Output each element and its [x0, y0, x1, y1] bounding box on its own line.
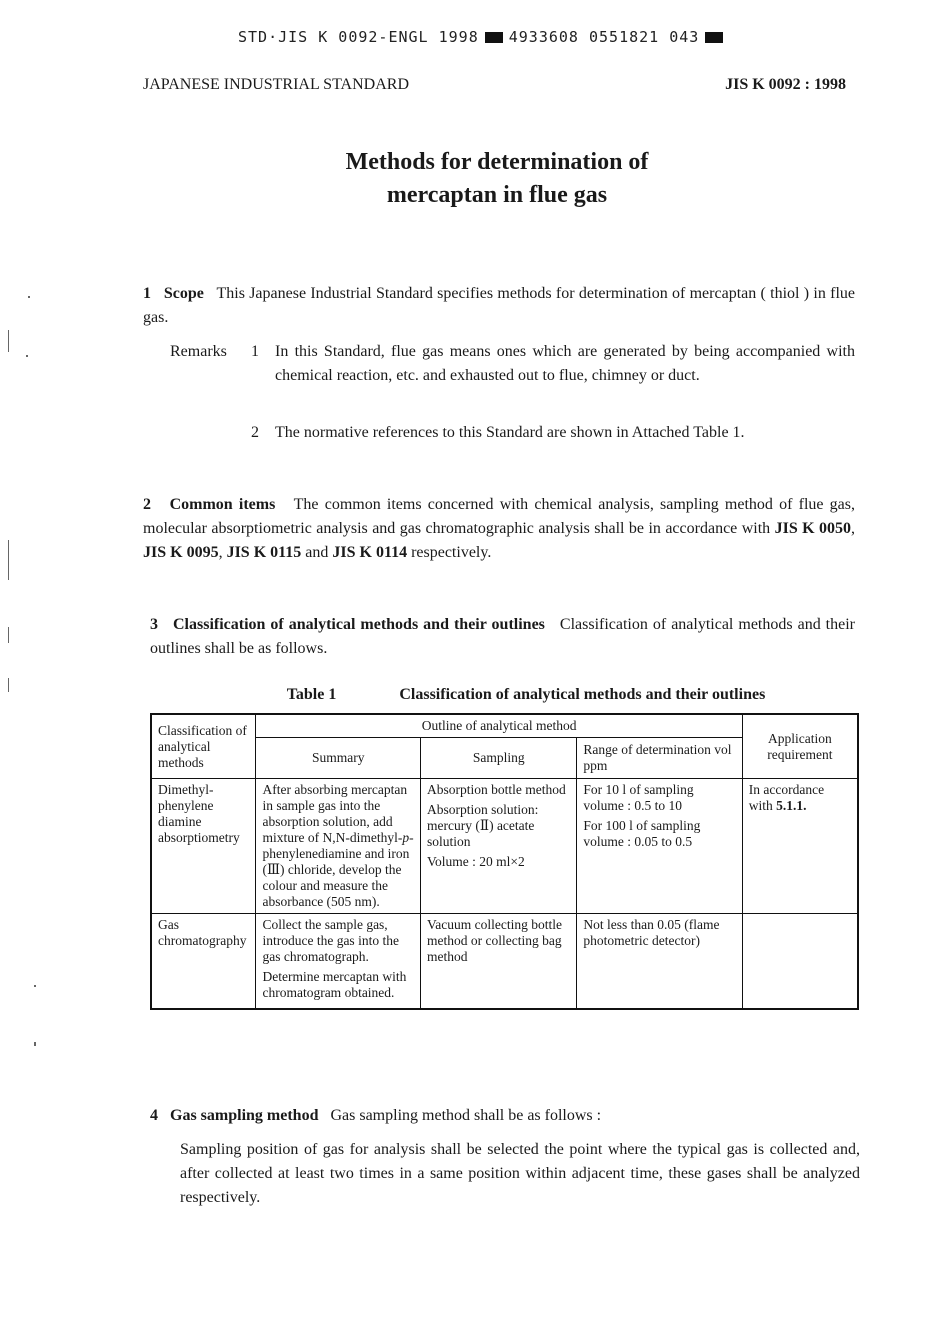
section-1-text: This Japanese Industrial Standard specifies methods for determination of mercaptan ( thiol ) in flue gas. — [143, 285, 856, 326]
stamp-block-mark — [485, 32, 503, 43]
document-title — [0, 146, 950, 212]
header-application: Application requirement — [742, 714, 858, 779]
summary-part-b: -phenylenediamine and iron (Ⅲ) chloride, develop the colour and measure the absorbance (505 nm). — [262, 830, 414, 909]
scan-speck — [8, 540, 9, 580]
header-summary: Summary — [256, 738, 421, 779]
scan-speck — [28, 296, 30, 298]
sampling-line: Volume : 20 ml×2 — [427, 854, 525, 869]
section-4-body — [150, 1138, 860, 1210]
section-2-and: and — [305, 544, 329, 561]
table-1-caption-title: Classification of analytical methods and their outlines — [399, 686, 766, 703]
scan-speck — [26, 355, 28, 357]
sampling-line: Absorption solution: mercury (Ⅱ) acetate solution — [427, 802, 539, 849]
table-row — [151, 914, 858, 1010]
cell-classification: Gas chromatography — [151, 914, 256, 1010]
header-standard-number: JIS K 0092 : 1998 — [725, 76, 846, 93]
stamp-right-text: 4933608 0551821 043 — [508, 28, 700, 46]
header-range: Range of determination vol ppm — [577, 738, 742, 779]
scan-speck — [34, 1042, 36, 1046]
section-1-number: 1 — [143, 285, 151, 302]
section-2-number: 2 — [143, 496, 151, 513]
cell-range — [577, 779, 742, 914]
section-4-gas-sampling — [150, 1104, 855, 1128]
section-3-number: 3 — [150, 616, 158, 633]
section-3-classification — [150, 613, 855, 661]
summary-line: Determine mercaptan with chromatogram obtained. — [262, 969, 407, 1000]
table-1-caption-number: Table 1 — [286, 686, 337, 703]
remark-2 — [170, 421, 855, 445]
application-ref: 5.1.1. — [776, 798, 807, 813]
table-1-caption — [0, 686, 950, 704]
stamp-left-text: STD·JIS K 0092-ENGL 1998 — [238, 28, 479, 46]
header-sampling: Sampling — [421, 738, 577, 779]
cell-application — [742, 914, 858, 1010]
section-4-body-text: Sampling position of gas for analysis shall be selected the point where the typical gas is collected and, after collected at least two times in a same position within adjacent time, these gases shall be analyzed respectively. — [180, 1141, 860, 1206]
cell-range: Not less than 0.05 (flame photometric detector) — [577, 914, 742, 1010]
remark-2-number: 2 — [251, 424, 259, 441]
table-header-row — [151, 714, 858, 738]
range-line: For 100 l of sampling volume : 0.05 to 0.5 — [583, 818, 701, 849]
cell-summary — [256, 914, 421, 1010]
scan-speck — [8, 627, 9, 643]
section-3-heading: Classification of analytical methods and their outlines — [172, 616, 545, 633]
section-1-heading: Scope — [163, 285, 204, 302]
section-4-heading: Gas sampling method — [170, 1107, 319, 1124]
section-4-text: Gas sampling method shall be as follows : — [330, 1107, 602, 1124]
section-2-common-items: 2 Common items The common items concerned with chemical analysis, sampling method of flue gas, molecular absorptiometric analysis and gas chromatographic analysis shall be in accordance with JIS K 0050, JIS K 0095, JIS K 0115 and JIS K 0114 respectively. — [143, 496, 856, 561]
section-2-ref-3: JIS K 0115 — [226, 544, 302, 561]
range-line: For 10 l of sampling volume : 0.5 to 10 — [583, 782, 694, 813]
section-2-heading: Common items — [169, 496, 276, 513]
document-stamp — [238, 28, 729, 46]
section-2-ref-2: JIS K 0095 — [143, 544, 219, 561]
section-2-text-b: respectively. — [411, 544, 492, 561]
section-2-text-a: The common items concerned with chemical analysis, sampling method of flue gas, molecular absorptiometric analysis and gas chromatographic analysis shall be in accordance with — [143, 496, 856, 537]
remark-2-text: The normative references to this Standard are shown in Attached Table 1. — [275, 424, 745, 441]
summary-para-prefix: p — [402, 830, 410, 845]
remarks-label: Remarks — [170, 343, 227, 360]
remark-1-text: In this Standard, flue gas means ones which are generated by being accompanied with chemical reaction, etc. and exhausted out to flue, chimney or duct. — [275, 343, 855, 384]
table-row — [151, 779, 858, 914]
sampling-line: Absorption bottle method — [427, 782, 566, 797]
cell-summary — [256, 779, 421, 914]
header-standard-name: JAPANESE INDUSTRIAL STANDARD — [143, 76, 409, 93]
scan-speck — [34, 985, 36, 987]
title-line-2: mercaptan in flue gas — [386, 182, 608, 208]
cell-sampling — [421, 779, 577, 914]
application-text: In accordance with — [748, 782, 825, 813]
section-4-number: 4 — [150, 1107, 158, 1124]
section-3-text: Classification of analytical methods and their outlines shall be as follows. — [150, 616, 856, 657]
header-outline: Outline of analytical method — [256, 714, 742, 738]
section-2-ref-4: JIS K 0114 — [332, 544, 408, 561]
scan-speck — [8, 678, 9, 692]
header-classification: Classification of analytical methods — [151, 714, 256, 779]
stamp-block-mark — [705, 32, 723, 43]
scan-speck — [8, 330, 9, 352]
title-line-1: Methods for determination of — [345, 149, 649, 175]
cell-application — [742, 779, 858, 914]
classification-table — [150, 713, 859, 1010]
remark-1 — [170, 340, 855, 388]
summary-part-a: After absorbing mercaptan in sample gas into the absorption solution, add mixture of N,N-dimethyl- — [262, 782, 408, 845]
remark-1-number: 1 — [251, 343, 259, 360]
cell-sampling: Vacuum collecting bottle method or collecting bag method — [421, 914, 577, 1010]
cell-classification: Dimethyl-phenylene diamine absorptiometry — [151, 779, 256, 914]
section-2-ref-1: JIS K 0050 — [774, 520, 852, 537]
section-1-scope — [143, 282, 855, 330]
summary-line: Collect the sample gas, introduce the gas into the gas chromatograph. — [262, 917, 399, 964]
